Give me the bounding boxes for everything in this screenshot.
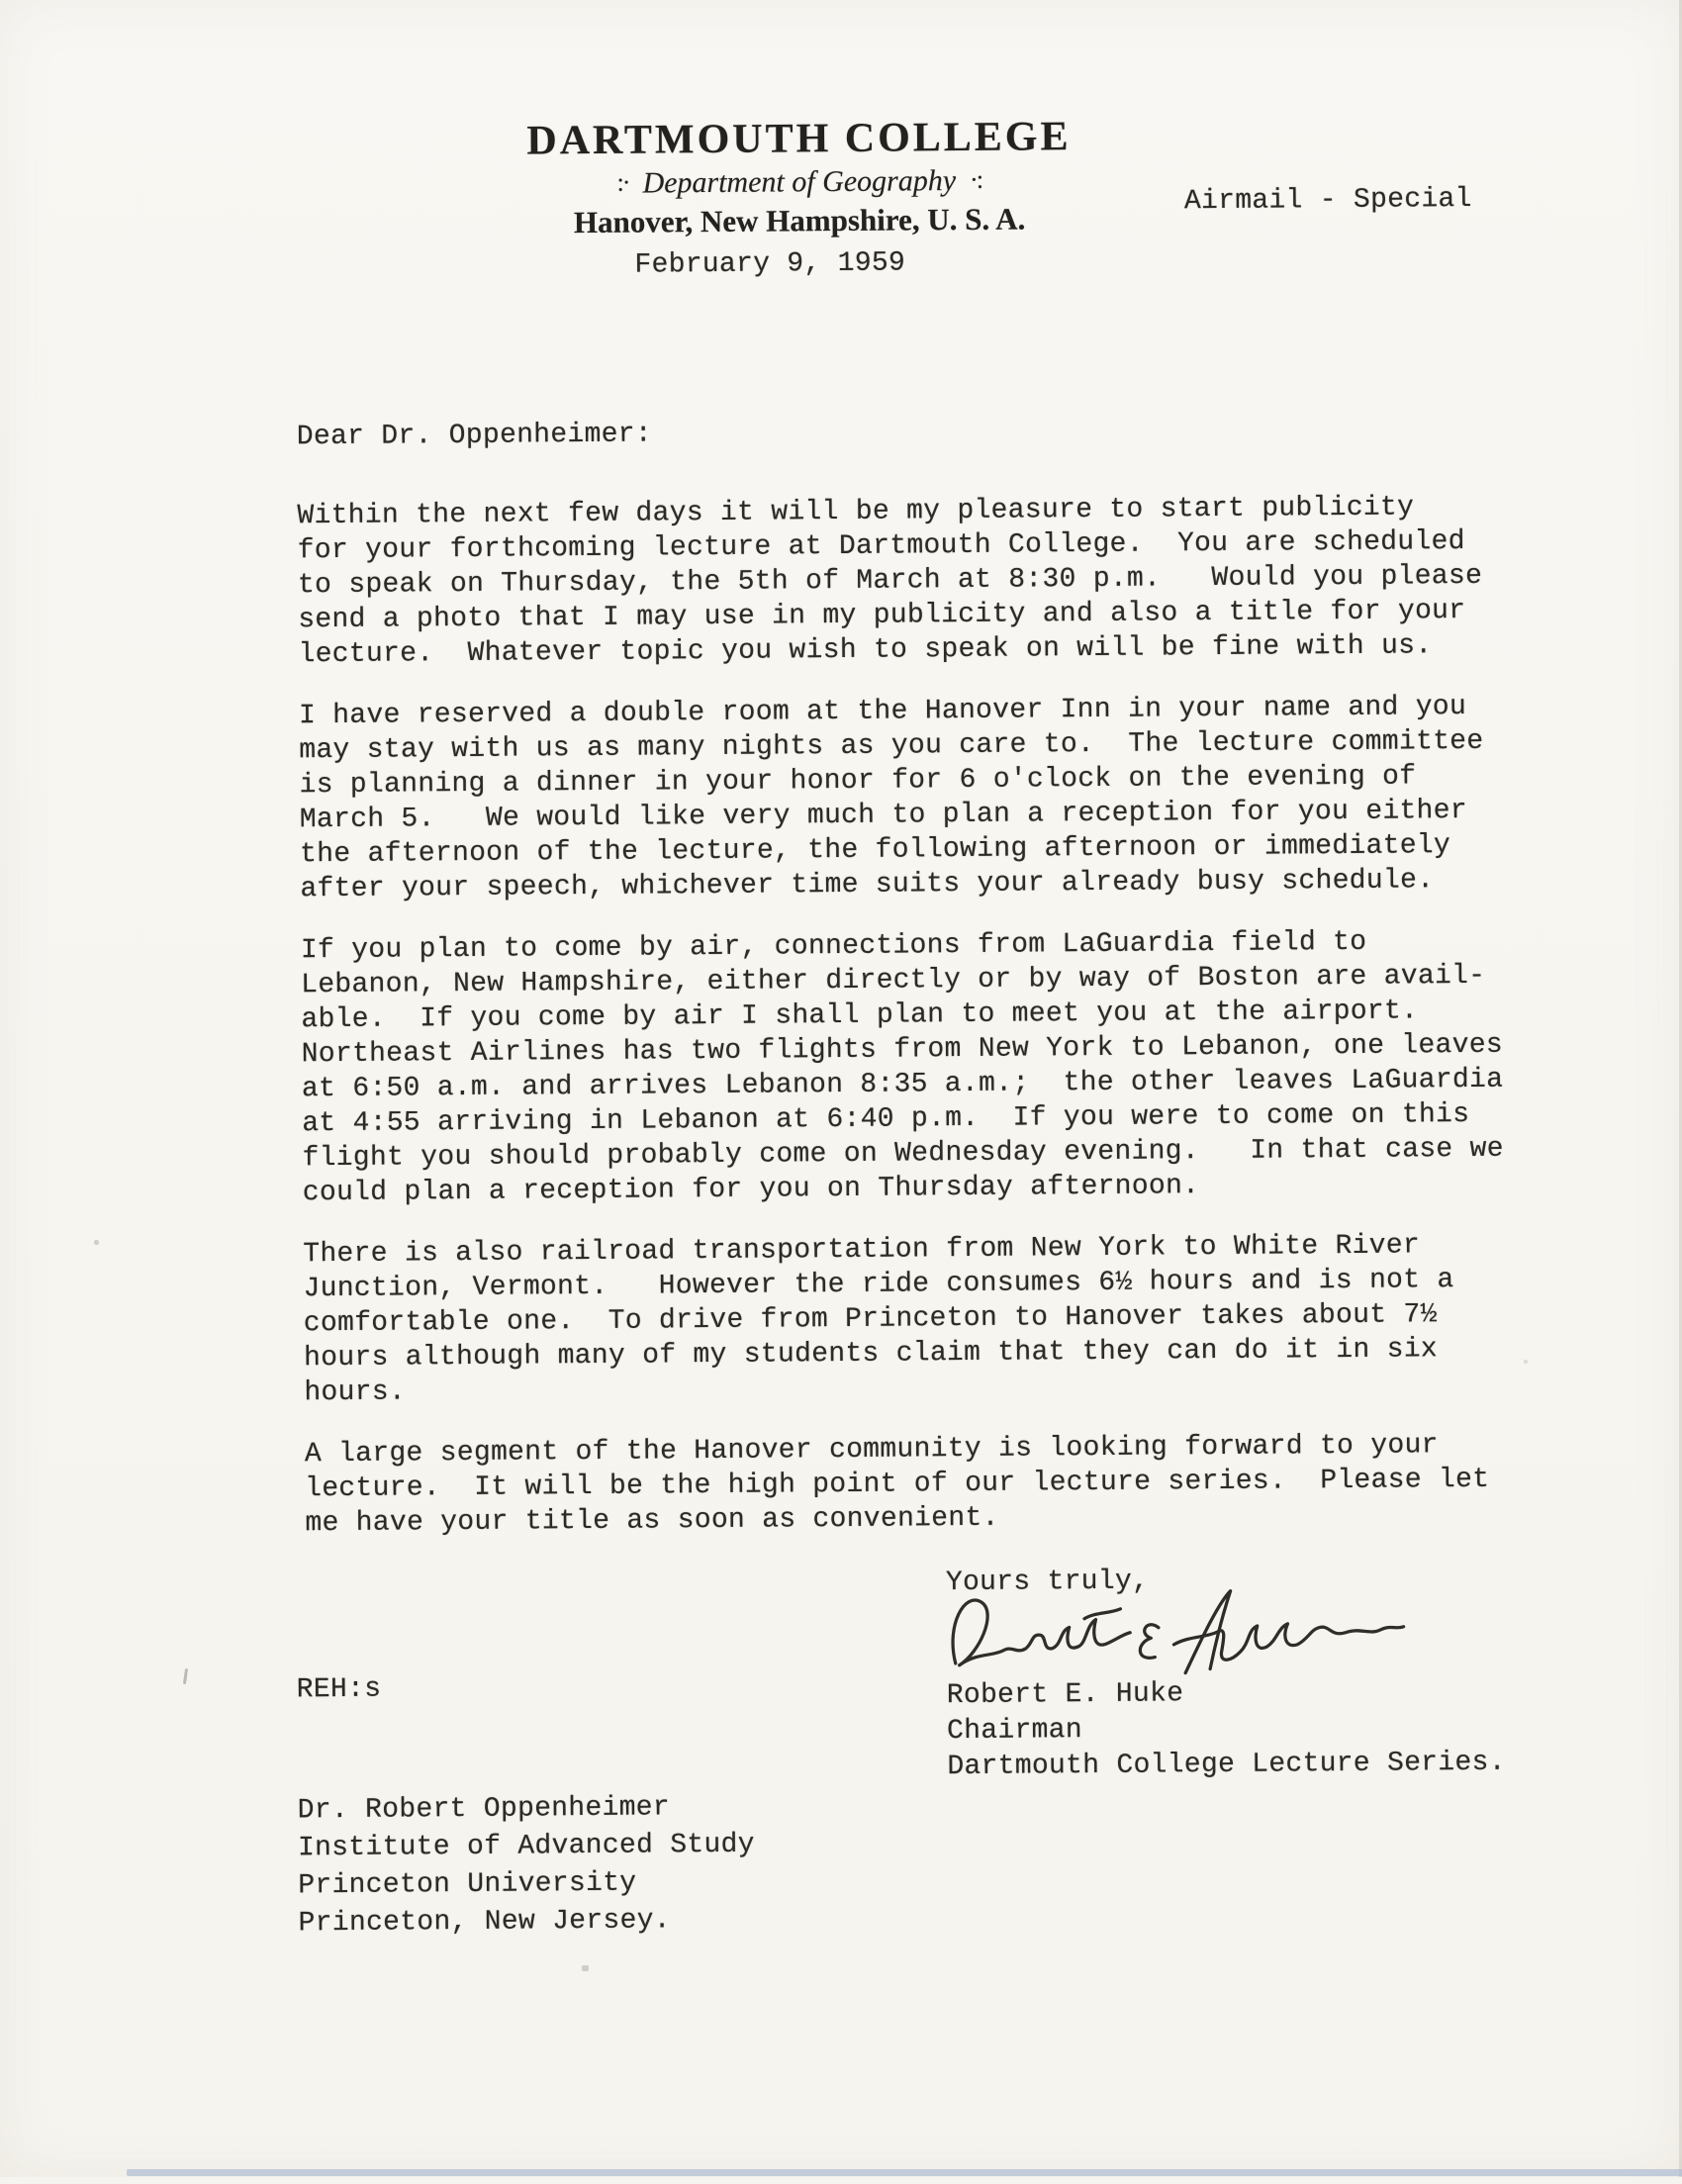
typist-reference: REH:s — [296, 1673, 382, 1706]
scan-edge-strip — [127, 2169, 1682, 2176]
paragraph-5: A large segment of the Hanover community is looking forward to your lecture. It will be the high point of our lecture series. Please let me have your title as soon as convenient. — [304, 1430, 1490, 1540]
closing-block — [945, 1565, 1506, 1783]
scan-speck — [94, 1240, 99, 1245]
paragraph-3: If you plan to come by air, connections from LaGuardia field to Lebanon, New Hampshire, either directly or by way of Boston are avail- able. If you come by air I shall plan to meet you at the airport. Northeast Airlines has two flights from New York to Lebanon, one leaves at 6:50 a.m. and arrives Lebanon 8:35 a.m.; the other leaves LaGuardia at 4:55 arriving in Lebanon at 6:40 p.m. If you were to come on this flight you should probably come on Wednesday evening. In that case we could plan a reception for you on Thursday afternoon. — [300, 926, 1504, 1209]
letter-date: February 9, 1959 — [634, 247, 906, 281]
paragraph-1: Within the next few days it will be my pleasure to start publicity for your forthcoming lecture at Dartmouth College. You are scheduled to speak on Thursday, the 5th of March at 8:30 p.m. Would you please send a photo that I may use in my publicity and also a title for your lecture. Whatever topic you wish to speak on will be fine with us. — [297, 492, 1483, 671]
closing-phrase: Yours truly, — [945, 1566, 1150, 1599]
letterhead-college-name: DARTMOUTH COLLEGE — [526, 114, 1072, 164]
signature-handwriting — [936, 1577, 1412, 1688]
scan-speck — [582, 1965, 589, 1971]
ornament-right-icon: ·: — [969, 164, 982, 194]
salutation: Dear Dr. Oppenheimer: — [296, 419, 653, 453]
paragraph-4: There is also railroad transportation from New York to White River Junction, Vermont. However the ride consumes 6½ hours and is not a comfortable one. To drive from Princeton to Hanover takes about 7½ hours although many of my students claim that they can do it in six hours. — [303, 1230, 1454, 1409]
letter-body — [297, 411, 1533, 1568]
letterhead-department: Department of Geography — [642, 164, 957, 200]
letterhead — [452, 115, 1146, 241]
recipient-address: Dr. Robert Oppenheimer Institute of Advanced Study Princeton University Princeton, New Jersey. — [297, 1792, 755, 1940]
letterhead-department-line — [453, 162, 1146, 204]
scan-speck — [1524, 1360, 1528, 1364]
signer-typed-block: Robert E. Huke Chairman Dartmouth College Lecture Series. — [946, 1678, 1506, 1783]
letterhead-location: Hanover, New Hampshire, U. S. A. — [573, 201, 1026, 240]
mail-note: Airmail - Special — [1183, 183, 1472, 218]
paragraph-2: I have reserved a double room at the Hanover Inn in your name and you may stay with us as many nights as you care to. The lecture committee is planning a dinner in your honor for 6 o'clock on the evening of March 5. We would like very much to plan a reception for you either the afternoon of the lecture, the following afternoon or immediately after your speech, whichever time suits your already busy schedule. — [298, 692, 1484, 905]
ornament-left-icon: :· — [616, 167, 629, 197]
